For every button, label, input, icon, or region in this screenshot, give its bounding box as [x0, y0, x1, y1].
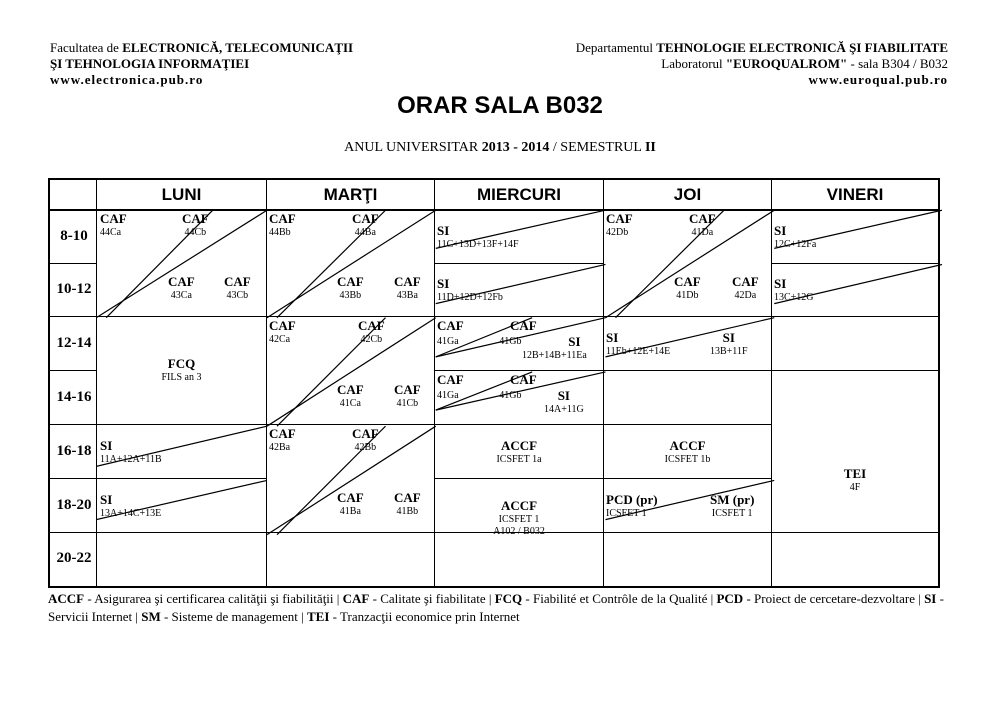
class-slot [269, 426, 296, 454]
faculty-name-line2: ŞI TEHNOLOGIA INFORMAŢIEI [50, 56, 250, 71]
academic-year [0, 140, 1000, 156]
legend-text: - Calitate şi fiabilitate | [369, 591, 495, 606]
subject-label: CAF [437, 372, 464, 387]
subject-label: CAF [732, 274, 759, 289]
group-code: 11C+13D+13F+14F [437, 239, 519, 250]
group-code: 11D+12D+12Fb [437, 292, 503, 303]
day-header-monday: LUNI [161, 185, 202, 204]
group-code: 44Cb [184, 227, 207, 238]
subject-label: SI [774, 276, 787, 291]
subject-label: SI [774, 223, 787, 238]
group-code: 41Da [691, 227, 714, 238]
group-code: 42Cb [360, 334, 383, 345]
subject-label: SI [437, 223, 450, 238]
legend-text: - Sisteme de management | [160, 609, 308, 624]
class-slot [437, 223, 519, 251]
class-slot [358, 318, 385, 346]
group-code: 11A+12A+11B [100, 454, 162, 465]
class-slot [269, 211, 296, 239]
subject-label: CAF [352, 211, 379, 226]
subject-label: SI [568, 334, 581, 349]
hour-label: 14-16 [56, 389, 92, 405]
legend-abbr: CAF [342, 591, 370, 606]
subject-label: SI [100, 438, 113, 453]
group-code: 41Ca [339, 398, 361, 409]
group-code: 41Db [676, 290, 699, 301]
group-code: 42Db [606, 227, 629, 238]
subject-label: CAF [269, 426, 296, 441]
group-code: 41Ga [437, 390, 459, 401]
class-slot [97, 356, 266, 384]
group-code: 43Ba [396, 290, 418, 301]
subject-label: CAF [337, 382, 364, 397]
lab-room: - sala B304 / B032 [847, 56, 948, 71]
class-slot [337, 274, 364, 302]
hour-label: 12-14 [56, 335, 92, 351]
page-title: ORAR SALA B032 [397, 92, 603, 119]
subject-label: CAF [510, 318, 537, 333]
faculty-header [50, 40, 353, 88]
subject-label: CAF [358, 318, 385, 333]
group-code: 11Eb+12E+14E [606, 346, 671, 357]
timetable-grid [48, 178, 940, 588]
group-code: 43Ca [170, 290, 192, 301]
group-code: 42Ca [269, 334, 291, 345]
day-header-thursday: JOI [673, 185, 702, 204]
abbreviation-legend [48, 590, 948, 626]
class-slot [435, 498, 603, 538]
department-header [576, 40, 948, 88]
group-code: 12C+12Fa [774, 239, 817, 250]
lab-url[interactable]: www.euroqual.pub.ro [808, 72, 948, 87]
legend-abbr: FCQ [494, 591, 523, 606]
group-code: 41Gb [499, 336, 522, 347]
class-slot [772, 466, 938, 494]
class-slot [484, 372, 537, 402]
lab-name: "EUROQUALROM" [725, 56, 848, 71]
subject-label: CAF [689, 211, 716, 226]
class-slot [394, 274, 421, 302]
class-slot [606, 211, 633, 239]
year-range: 2013 - 2014 [481, 140, 550, 155]
group-code: 41Cb [396, 398, 419, 409]
subject-label: SI [100, 492, 113, 507]
class-slot [732, 274, 759, 302]
subject-label: SM (pr) [710, 492, 755, 507]
class-slot [337, 490, 364, 518]
class-slot [689, 211, 716, 239]
legend-abbr: ACCF [48, 591, 85, 606]
class-slot [352, 426, 379, 454]
class-slot [100, 438, 162, 466]
subject-label: CAF [394, 382, 421, 397]
class-slot [674, 274, 701, 302]
subject-label: SI [557, 388, 570, 403]
subject-label: CAF [224, 274, 251, 289]
group-code: 13B+11F [710, 346, 748, 357]
legend-abbr: SM [141, 609, 161, 624]
class-slot [337, 382, 364, 410]
subject-label: CAF [394, 490, 421, 505]
class-slot [394, 382, 421, 410]
subject-label: CAF [269, 211, 296, 226]
subject-label: CAF [437, 318, 464, 333]
group-code: 44Ba [354, 227, 376, 238]
day-header-wednesday: MIERCURI [476, 185, 562, 204]
class-slot [168, 274, 195, 302]
class-slot [437, 276, 503, 304]
class-slot [606, 330, 670, 358]
class-slot [604, 438, 771, 466]
subject-label: SI [606, 330, 619, 345]
department-name: TEHNOLOGIE ELECTRONICĂ ŞI FIABILITATE [656, 40, 948, 55]
class-slot [224, 274, 251, 302]
hour-label: 16-18 [56, 443, 92, 459]
class-slot [606, 492, 658, 520]
group-code: 4F [849, 482, 861, 493]
class-slot [394, 490, 421, 518]
subject-label: ACCF [669, 438, 706, 453]
legend-abbr: TEI [307, 609, 330, 624]
faculty-prefix: Facultatea de [50, 40, 123, 55]
legend-text: - Servicii Internet | [48, 591, 944, 624]
room-code: A102 / B032 [493, 526, 545, 537]
subject-label: CAF [352, 426, 379, 441]
group-code: 43Cb [226, 290, 249, 301]
group-code: 44Bb [269, 227, 291, 238]
faculty-url[interactable]: www.electronica.pub.ro [50, 72, 204, 87]
subject-label: ACCF [500, 438, 538, 453]
hour-label: 20-22 [56, 550, 92, 566]
group-code: 41Bb [396, 506, 419, 517]
class-slot [100, 211, 127, 239]
group-code: 44Ca [100, 227, 122, 238]
group-code: 42Bb [354, 442, 377, 453]
class-slot [437, 318, 464, 348]
legend-text: - Proiect de cercetare-dezvoltare | [743, 591, 925, 606]
class-slot [710, 492, 754, 520]
subject-label: CAF [168, 274, 195, 289]
group-code: 13A+14C+13E [100, 508, 162, 519]
legend-text: - Tranzacţii economice prin Internet [329, 609, 520, 624]
group-code: 42Da [734, 290, 757, 301]
group-code: 13C+12G [774, 292, 814, 303]
group-code: 42Ba [269, 442, 291, 453]
class-slot [182, 211, 209, 239]
group-code: FILS an 3 [161, 372, 202, 383]
group-code: 14A+11G [544, 404, 584, 415]
group-code: 41Ba [339, 506, 361, 517]
subject-label: CAF [182, 211, 209, 226]
class-slot [435, 438, 603, 466]
class-slot [100, 492, 161, 520]
faculty-name: ELECTRONICĂ, TELECOMUNICAŢII [122, 40, 354, 55]
class-slot [352, 211, 379, 239]
subject-label: CAF [674, 274, 701, 289]
subject-label: FCQ [167, 356, 196, 371]
subject-label: ACCF [500, 498, 538, 513]
subject-label: CAF [337, 490, 364, 505]
class-slot [774, 223, 816, 251]
hour-label: 18-20 [56, 497, 92, 513]
subject-label: SI [437, 276, 450, 291]
class-slot [269, 318, 296, 346]
semester-number: II [644, 140, 656, 155]
class-slot [710, 330, 748, 358]
subject-label: CAF [606, 211, 633, 226]
subject-label: CAF [100, 211, 127, 226]
subject-label: CAF [269, 318, 296, 333]
hour-label: 8-10 [60, 228, 88, 244]
class-slot [522, 334, 587, 362]
hour-label: 10-12 [56, 281, 92, 297]
subject-label: CAF [337, 274, 364, 289]
group-code: 41Ga [437, 336, 459, 347]
day-header-tuesday: MARŢI [323, 185, 378, 204]
group-code: 41Gb [499, 390, 522, 401]
group-code: 43Bb [339, 290, 362, 301]
subject-label: TEI [843, 466, 867, 481]
semester-prefix: / SEMESTRUL [549, 140, 645, 155]
class-slot [544, 388, 584, 416]
class-slot [437, 372, 464, 402]
subject-label: PCD (pr) [606, 492, 658, 507]
group-code: ICSFET 1 [711, 508, 753, 519]
lab-prefix: Laboratorul [661, 56, 726, 71]
subject-label: CAF [510, 372, 537, 387]
group-code: ICSFET 1b [664, 454, 711, 465]
year-prefix: ANUL UNIVERSITAR [344, 140, 482, 155]
legend-abbr: PCD [716, 591, 744, 606]
legend-text: - Asigurarea şi certificarea calităţii şi fiabilităţii | [84, 591, 343, 606]
group-code: ICSFET 1 [606, 508, 647, 519]
legend-abbr: SI [924, 591, 937, 606]
legend-text: - Fiabilité et Contrôle de la Qualité | [522, 591, 717, 606]
group-code: 12B+14B+11Ea [522, 350, 587, 361]
department-prefix: Departamentul [575, 40, 657, 55]
day-header-friday: VINERI [826, 185, 884, 204]
subject-label: SI [722, 330, 735, 345]
group-code: ICSFET 1a [496, 454, 542, 465]
class-slot [774, 276, 814, 304]
subject-label: CAF [394, 274, 421, 289]
group-code: ICSFET 1 [498, 514, 540, 525]
